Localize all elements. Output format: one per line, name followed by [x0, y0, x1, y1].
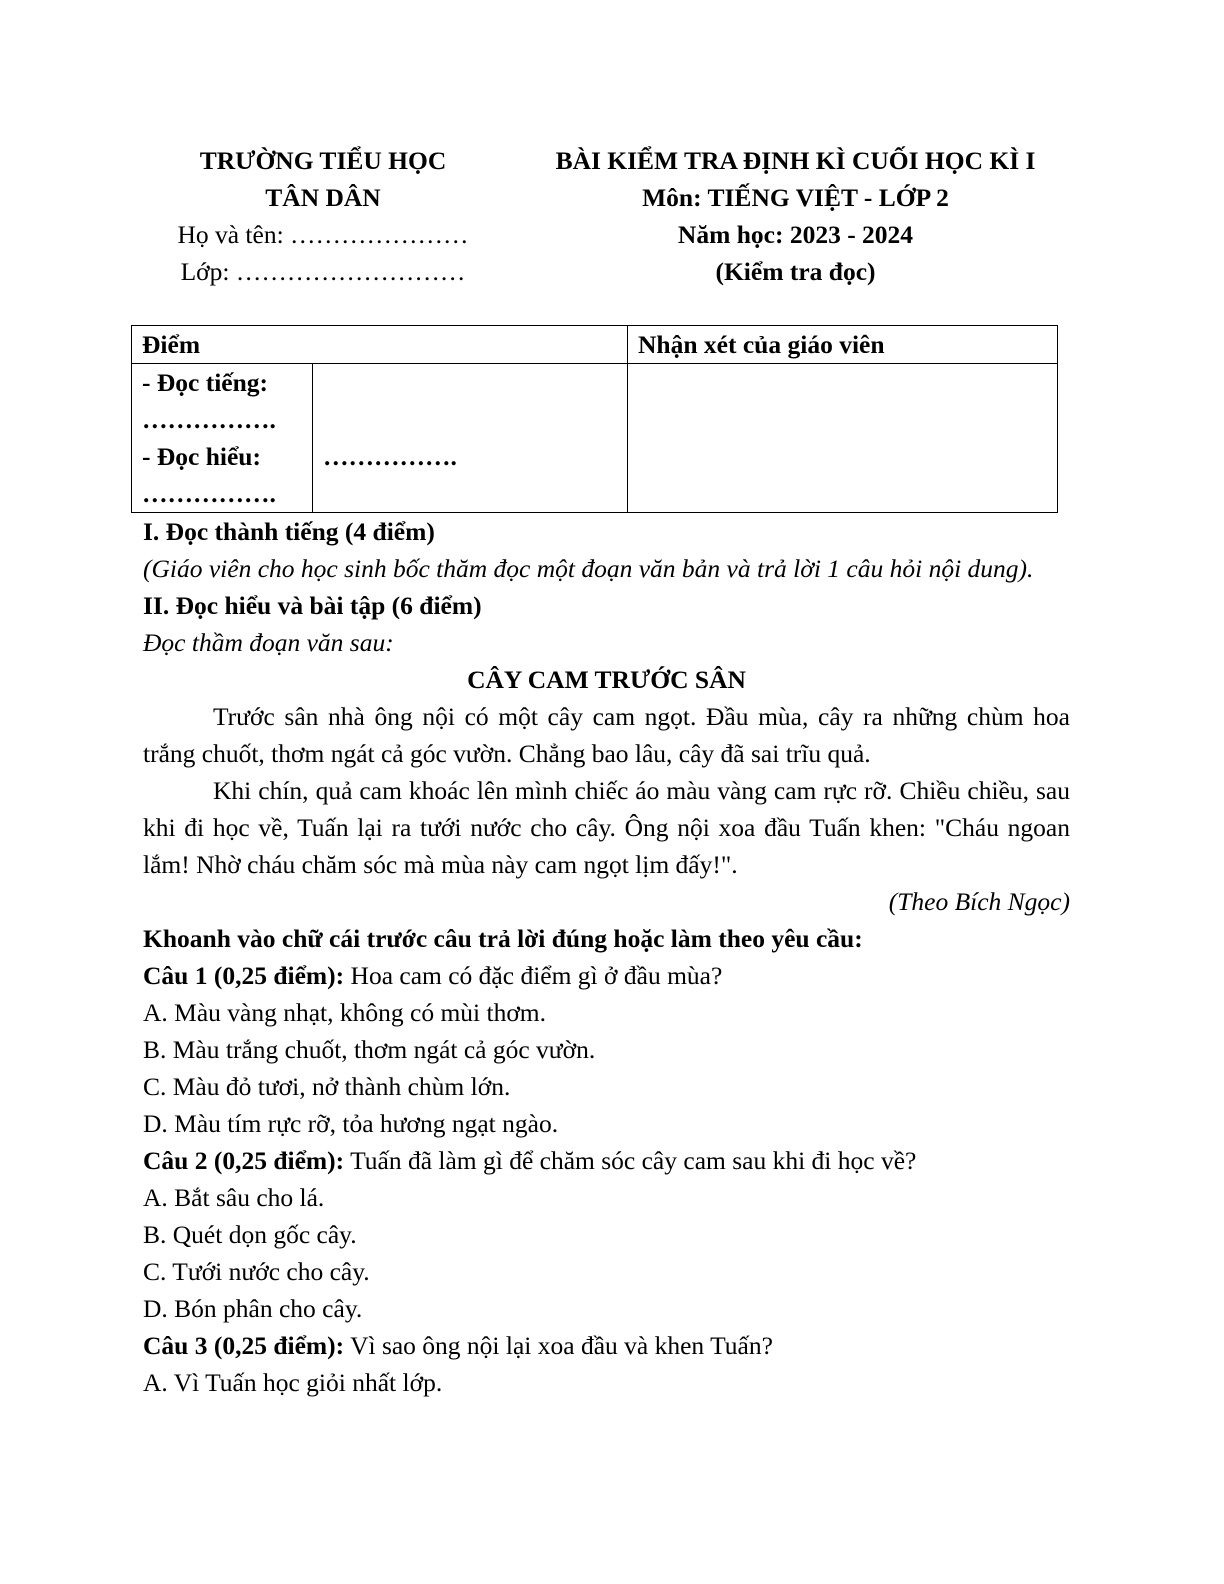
- doc-hieu-dots: …………….: [142, 479, 276, 508]
- school-block: [143, 142, 503, 290]
- question-3: [143, 1327, 1070, 1364]
- section1-instruction: (Giáo viên cho học sinh bốc thăm đọc một đoạn văn bản và trả lời 1 câu hỏi nội dung).: [143, 554, 1034, 583]
- q3-option-a: A. Vì Tuấn học giỏi nhất lớp.: [143, 1368, 443, 1397]
- doc-tieng-label: - Đọc tiếng:: [142, 368, 269, 397]
- exam-page: [143, 142, 1070, 1401]
- q1-option-b: B. Màu trắng chuốt, thơm ngát cả góc vườn.: [143, 1035, 596, 1064]
- question-2-label: Câu 2 (0,25 điểm):: [143, 1146, 345, 1175]
- school-name-line1: TRƯỜNG TIỂU HỌC: [199, 146, 447, 175]
- teacher-comment-cell: [628, 364, 1058, 513]
- exam-header: [143, 142, 1070, 302]
- story-title: CÂY CAM TRƯỚC SÂN: [467, 665, 746, 694]
- section2-title: II. Đọc hiểu và bài tập (6 điểm): [143, 591, 482, 620]
- q1-option-d: D. Màu tím rực rỡ, tỏa hương ngạt ngào.: [143, 1109, 559, 1138]
- q1-option-a: A. Màu vàng nhạt, không có mùi thơm.: [143, 998, 547, 1027]
- exam-info-block: [518, 142, 1073, 290]
- doc-hieu-label: - Đọc hiểu:: [142, 442, 261, 471]
- q2-option-c: C. Tưới nước cho cây.: [143, 1257, 370, 1286]
- student-name-field: Họ và tên: …………………: [177, 220, 469, 249]
- question-3-text: Vì sao ông nội lại xoa đầu và khen Tuấn?: [344, 1331, 773, 1360]
- school-name-line2: TÂN DÂN: [265, 183, 381, 212]
- q2-option-b: B. Quét dọn gốc cây.: [143, 1220, 357, 1249]
- comment-header: Nhận xét của giáo viên: [628, 326, 1058, 364]
- score-header: Điểm: [132, 326, 628, 364]
- question-1-label: Câu 1 (0,25 điểm):: [143, 961, 345, 990]
- exam-type: (Kiểm tra đọc): [715, 257, 876, 286]
- section1-title: I. Đọc thành tiếng (4 điểm): [143, 517, 435, 546]
- question-2-text: Tuấn đã làm gì để chăm sóc cây cam sau khi đi học về?: [344, 1146, 917, 1175]
- question-1: [143, 957, 1070, 994]
- q2-option-d: D. Bón phân cho cây.: [143, 1294, 363, 1323]
- question-2: [143, 1142, 1070, 1179]
- exam-title: BÀI KIỂM TRA ĐỊNH KÌ CUỐI HỌC KÌ I: [555, 146, 1036, 175]
- doc-tieng-dots: …………….: [142, 405, 276, 434]
- reading-scores-cell: [132, 364, 313, 513]
- exam-subject: Môn: TIẾNG VIỆT - LỚP 2: [642, 183, 949, 212]
- q1-option-c: C. Màu đỏ tươi, nở thành chùm lớn.: [143, 1072, 511, 1101]
- story-paragraph-2: Khi chín, quả cam khoác lên mình chiếc áo màu vàng cam rực rỡ. Chiều chiều, sau khi đi học về, Tuấn lại ra tưới nước cho cây. Ông nội xoa đầu Tuấn khen: "Cháu ngoan lắm! Nhờ cháu chăm sóc mà mùa này cam ngọt lịm đấy!".: [143, 776, 1070, 879]
- q2-option-a: A. Bắt sâu cho lá.: [143, 1183, 325, 1212]
- student-class-field: Lớp: ………………………: [180, 257, 466, 286]
- question-3-label: Câu 3 (0,25 điểm):: [143, 1331, 345, 1360]
- school-year: Năm học: 2023 - 2024: [677, 220, 914, 249]
- total-score-cell: [313, 364, 628, 513]
- total-score-dots: …………….: [323, 441, 457, 471]
- questions-instruction: Khoanh vào chữ cái trước câu trả lời đúng hoặc làm theo yêu cầu:: [143, 924, 863, 953]
- section2-instruction: Đọc thầm đoạn văn sau:: [143, 628, 394, 657]
- question-1-text: Hoa cam có đặc điểm gì ở đầu mùa?: [344, 961, 723, 990]
- exam-body: [143, 513, 1070, 1401]
- story-paragraph-1: Trước sân nhà ông nội có một cây cam ngọt. Đầu mùa, cây ra những chùm hoa trắng chuốt, thơm ngát cả góc vườn. Chẳng bao lâu, cây đã sai trĩu quả.: [143, 702, 1070, 768]
- score-table: [131, 325, 1058, 513]
- story-source: (Theo Bích Ngọc): [888, 887, 1070, 916]
